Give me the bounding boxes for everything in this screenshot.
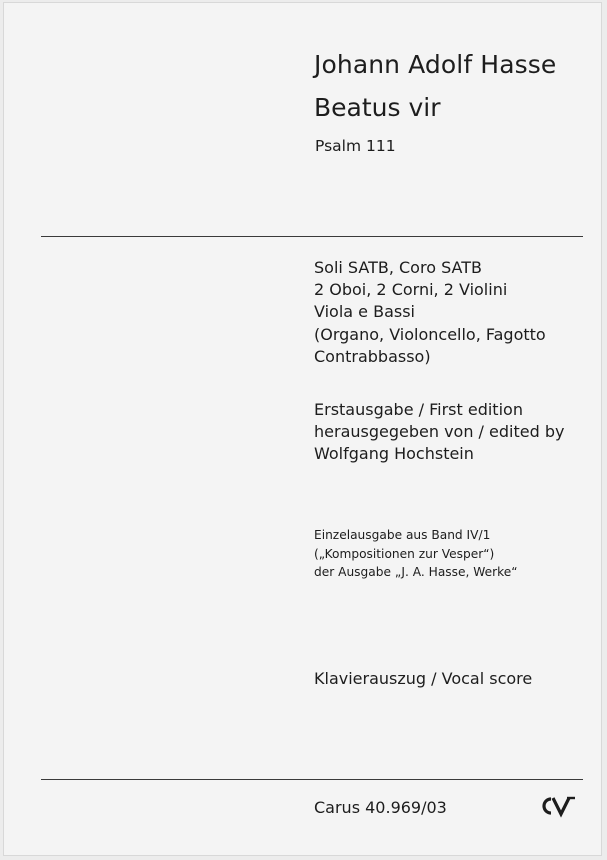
scoring-line: Contrabbasso)	[314, 346, 431, 366]
score-cover-page	[3, 2, 602, 856]
work-title: Beatus vir	[314, 93, 441, 122]
edition-line: Erstausgabe / First edition	[314, 400, 523, 419]
source-block	[314, 526, 518, 582]
scoring-line: Soli SATB, Coro SATB	[314, 258, 482, 277]
top-divider	[41, 236, 583, 237]
scoring-block	[314, 257, 546, 368]
carus-logo-icon	[541, 794, 577, 818]
source-line: der Ausgabe „J. A. Hasse, Werke“	[314, 565, 518, 580]
catalog-number: Carus 40.969/03	[314, 798, 447, 817]
source-line: Einzelausgabe aus Band IV/1	[314, 528, 491, 542]
work-subtitle: Psalm 111	[315, 137, 396, 155]
edition-line: herausgegeben von / edited by	[314, 422, 565, 442]
editor-name: Wolfgang Hochstein	[314, 444, 474, 464]
source-line: („Kompositionen zur Vesper“)	[314, 546, 495, 561]
score-type: Klavierauszug / Vocal score	[314, 669, 533, 688]
scoring-line: (Organo, Violoncello, Fagotto	[314, 324, 546, 344]
scoring-line: 2 Oboi, 2 Corni, 2 Violini	[314, 280, 508, 300]
bottom-divider	[41, 779, 583, 780]
edition-block	[314, 399, 564, 466]
composer-name: Johann Adolf Hasse	[314, 50, 557, 79]
scoring-line: Viola e Bassi	[314, 302, 415, 322]
